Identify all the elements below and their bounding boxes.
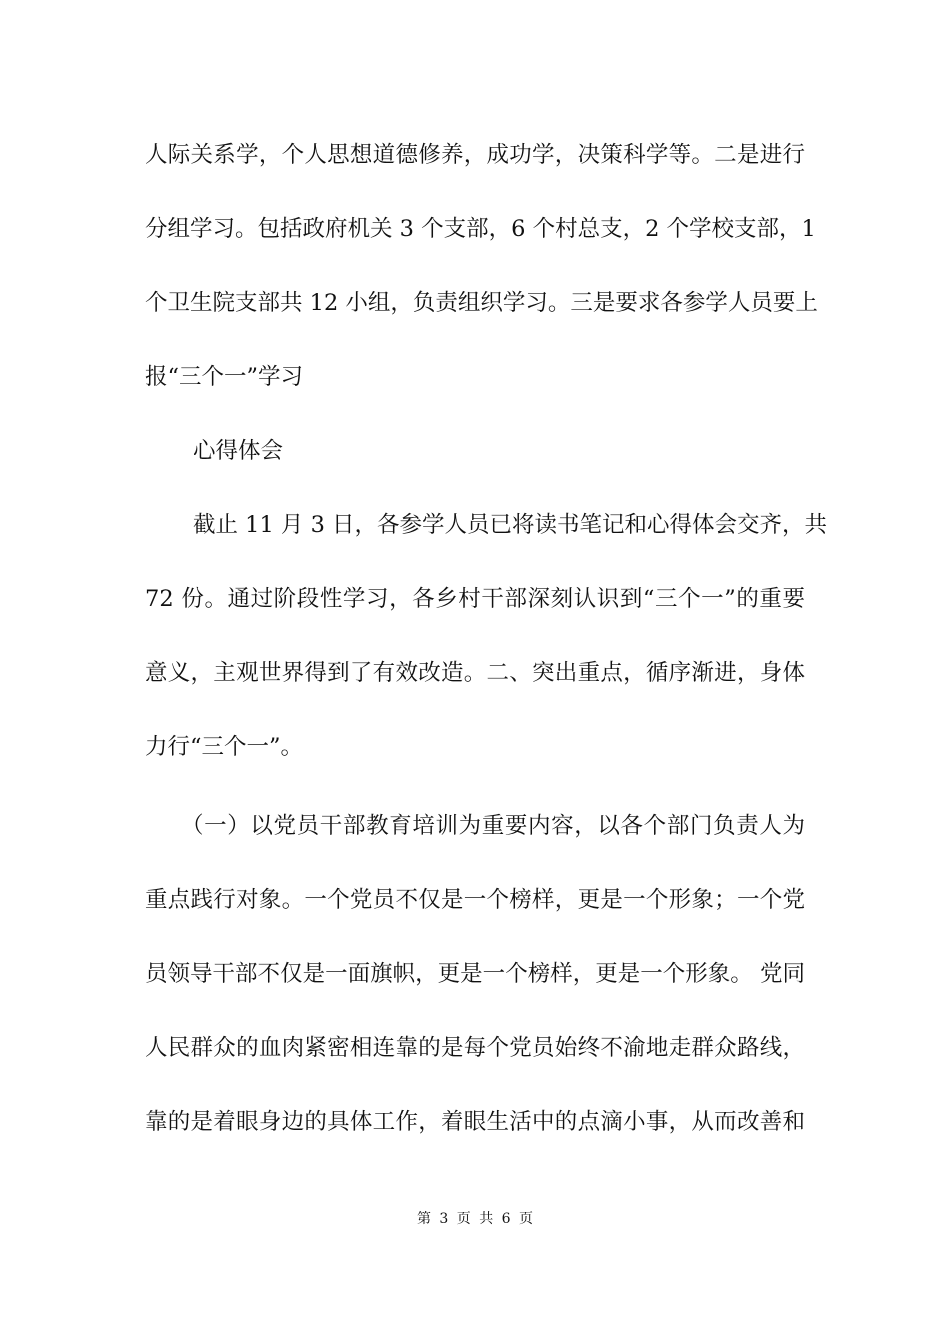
body-text-line: 力行“三个一”。 [145,734,304,760]
body-text-line: 意义，主观世界得到了有效改造。二、突出重点，循序渐进，身体 [145,660,805,686]
body-text-line: 员领导干部不仅是一面旗帜，更是一个榜样，更是一个形象。 党同 [145,961,805,987]
body-text-line: 心得体会 [193,438,284,464]
body-text-line: 报“三个一”学习 [145,364,304,390]
body-text-line: 个卫生院支部共 12 小组，负责组织学习。三是要求各参学人员要上 [145,290,818,316]
body-text-line: 72 份。通过阶段性学习，各乡村干部深刻认识到“三个一”的重要 [145,586,805,612]
body-text-line: 人民群众的血肉紧密相连靠的是每个党员始终不渝地走群众路线， [145,1035,805,1061]
body-text-line: （一）以党员干部教育培训为重要内容，以各个部门负责人为 [181,813,805,839]
body-text-line: 重点践行对象。一个党员不仅是一个榜样，更是一个形象；一个党 [145,887,805,913]
body-text-line: 截止 11 月 3 日，各参学人员已将读书笔记和心得体会交齐，共 [193,512,828,538]
page-number-footer: 第 3 页 共 6 页 [416,1211,534,1227]
body-text-line: 靠的是着眼身边的具体工作，着眼生活中的点滴小事，从而改善和 [145,1109,805,1135]
body-text-line: 分组学习。包括政府机关 3 个支部，6 个村总支，2 个学校支部，1 [145,216,816,242]
body-text-line: 人际关系学，个人思想道德修养，成功学，决策科学等。二是进行 [145,142,805,168]
